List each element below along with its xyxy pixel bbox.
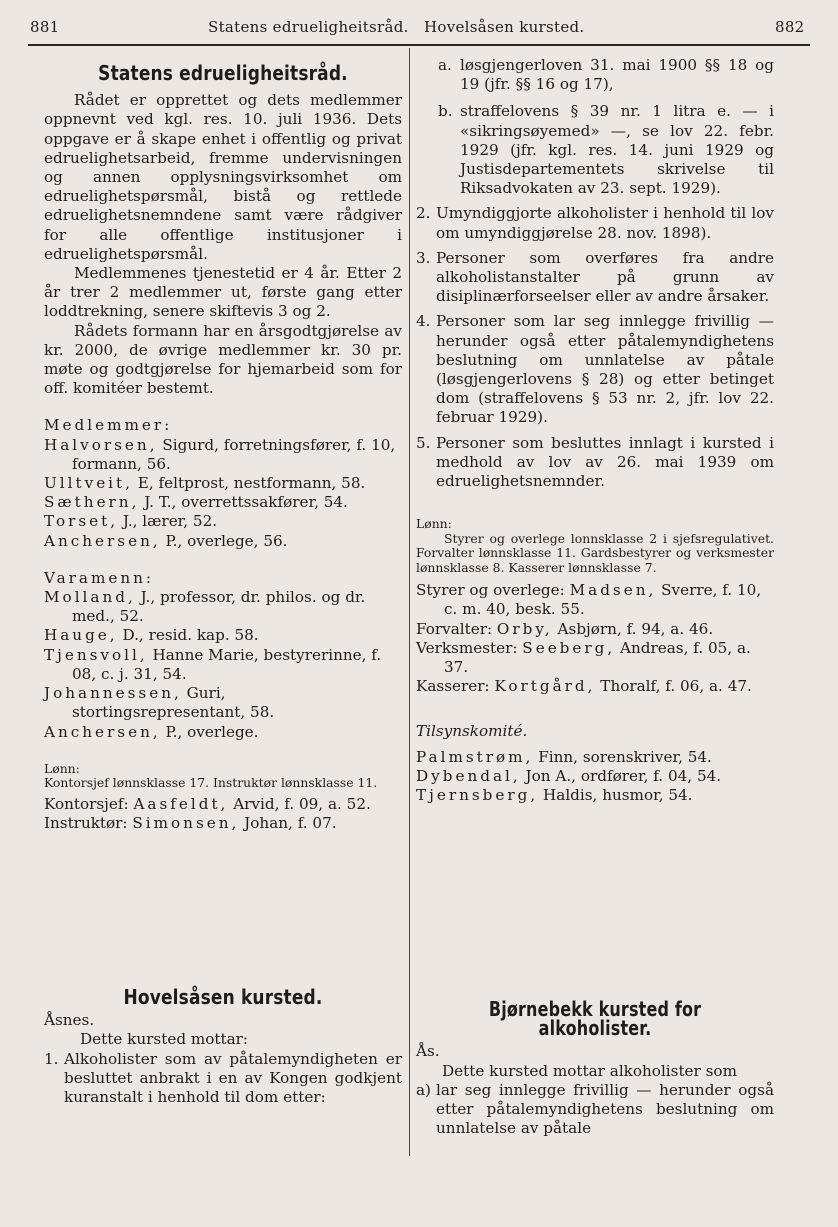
item-text: Alkoholister som av påtalemyndigheten er besluttet anbrakt i en av Kongen godkjent kuranstalt i henhold til dom etter:	[64, 1049, 402, 1107]
staff-name: Seeberg,	[522, 638, 616, 657]
list-item	[416, 434, 774, 492]
deputy-entry: Hauge, D., resid. kap. 58.	[44, 626, 259, 645]
deputy-entry: Tjensvoll, Hanne Marie, bestyrerinne, f. 08, c. j. 31, 54.	[44, 645, 382, 683]
item-number: 2.	[416, 204, 431, 223]
staff-name: Orby,	[496, 619, 553, 638]
intro: Dette kursted mottar alkoholister som	[442, 1061, 737, 1080]
member-name: Ulltveit,	[44, 474, 133, 493]
list-item	[416, 204, 774, 242]
running-title-left: Statens edrueligheitsråd.	[208, 18, 409, 36]
sub-item	[438, 102, 774, 198]
section-hovelsasen-continued	[416, 56, 774, 805]
staff-entry: Styrer og overlege: Madsen, Sverre, f. 10, c. m. 40, besk. 55.	[416, 581, 762, 619]
section-title: Bjørnebekk kursted for alkoholister.	[488, 997, 702, 1041]
list-item	[416, 1081, 774, 1139]
section-statens-edruelighetsrad	[44, 61, 402, 833]
item-text: Personer som lar seg innlegge frivillig — herunder også etter påtalemyndighetens beslutning om unnlatelse av påtale (løsgjengerlovens § 28) og etter betinget dom (straffelovens § 53 nr. 2, jfr. lov 22. februar 1929).	[436, 312, 774, 427]
pay-heading: Lønn:	[44, 760, 80, 776]
member-entry: Sæthern, J. T., overrettssakfører, 54.	[44, 493, 348, 512]
staff-entry: Kasserer: Kortgård, Thoralf, f. 06, a. 47.	[416, 677, 752, 696]
place: Åsnes.	[44, 1011, 95, 1030]
staff-name: Simonsen,	[132, 813, 240, 832]
staff-name: Aasfeldt,	[133, 794, 229, 813]
member-name: Anchersen,	[44, 531, 161, 550]
deputies-list	[44, 588, 402, 742]
member-name: Torset,	[44, 512, 119, 531]
committee-entry: Palmstrøm, Finn, sorenskriver, 54.	[416, 747, 712, 766]
item-text: Personer som besluttes innlagt i kursted i medhold av lov av 26. mai 1939 om edruelighetsnemnder.	[436, 433, 774, 491]
deputy-name: Molland,	[44, 588, 136, 607]
paragraph: Rådets formann har en årsgodtgjørelse av kr. 2000, de øvrige medlemmer kr. 30 pr. møte og godtgjørelse for hjemarbeid som for off. komitéer bestemt.	[44, 321, 402, 398]
intro: Dette kursted mottar:	[80, 1030, 249, 1049]
item-number: b.	[438, 102, 453, 121]
page-number-right: 882	[775, 18, 805, 36]
member-name: Sæthern,	[44, 493, 140, 512]
member-entry: Halvorsen, Sigurd, forretningsfører, f. 10, formann, 56.	[44, 435, 396, 473]
item-number: 5.	[416, 433, 431, 452]
section-hovelsasen-kursted	[44, 985, 402, 1107]
deputy-name: Johannessen,	[44, 684, 182, 703]
section-bjornebekk-kursted	[416, 997, 774, 1138]
section-title: Statens edrueligheitsråd.	[98, 61, 348, 85]
pay-text: Kontorsjef lønnsklasse 17. Instruktør lønnsklasse 11.	[44, 775, 378, 791]
deputy-name: Tjensvoll,	[44, 645, 148, 664]
item-text: Umyndiggjorte alkoholister i henhold til lov om umyndiggjørelse 28. nov. 1898).	[436, 204, 774, 242]
committee-name: Tjernsberg,	[416, 786, 539, 805]
staff-name: Kortgård,	[494, 677, 596, 696]
staff-entry: Kontorsjef: Aasfeldt, Arvid, f. 09, a. 52.	[44, 794, 371, 813]
item-text: løsgjengerloven 31. mai 1900 §§ 18 og 19 (jfr. §§ 16 og 17),	[460, 56, 774, 94]
item-number: a.	[438, 56, 452, 74]
members-list	[44, 436, 402, 551]
item-number: 4.	[416, 312, 431, 331]
place: Ås.	[416, 1042, 440, 1061]
committee-entry: Dybendal, Jon A., ordfører, f. 04, 54.	[416, 766, 722, 785]
paragraph: Medlemmenes tjenestetid er 4 år. Etter 2 år trer 2 medlemmer ut, første gang etter loddtrekning, senere skiftevis 3 og 2.	[44, 264, 402, 321]
member-name: Halvorsen,	[44, 435, 158, 454]
committee-name: Dybendal,	[416, 766, 521, 785]
members-heading: Medlemmer:	[44, 416, 173, 435]
deputy-entry: Anchersen, P., overlege.	[44, 722, 259, 741]
pay-text: Styrer og overlege lonnsklasse 2 i sjefsregulativet. Forvalter lønnsklasse 11. Gardsbestyrer og verksmester lønnsklasse 8. Kasserer lønnsklasse 7.	[416, 530, 774, 575]
item-text: lar seg innlegge frivillig — herunder også etter påtalemyndighetens beslutning om unnlatelse av påtale	[436, 1080, 774, 1138]
deputy-entry: Molland, J., professor, dr. philos. og dr. med., 52.	[44, 588, 366, 626]
item-text: Personer som overføres fra andre alkoholistanstalter på grunn av disiplinærforseelser eller av andre årsaker.	[436, 248, 774, 306]
committee-name: Palmstrøm,	[416, 747, 534, 766]
column-divider	[409, 48, 410, 1156]
staff-entry: Forvalter: Orby, Asbjørn, f. 94, a. 46.	[416, 619, 714, 638]
list-item	[416, 249, 774, 307]
paragraph: Rådet er opprettet og dets medlemmer oppnevnt ved kgl. res. 10. juli 1936. Dets oppgave er å skape enhet i offentlig og privat edruelighetsarbeid, fremme undervisningen og annen opplysningsvirksomhet om edruelighetspørsmål, bistå og rettlede edruelighetsnemndene samt være rådgiver for alle offentlige institusjoner i edruelighetspørsmål.	[44, 91, 402, 263]
member-entry: Ulltveit, E, feltprost, nestformann, 58.	[44, 474, 366, 493]
item-number: 3.	[416, 248, 431, 267]
staff-name: Madsen,	[569, 581, 657, 600]
staff-entry: Instruktør: Simonsen, Johan, f. 07.	[44, 813, 337, 832]
running-title-right: Hovelsåsen kursted.	[424, 18, 585, 36]
deputy-entry: Johannessen, Guri, stortingsrepresentant, 58.	[44, 684, 275, 722]
item-number: a)	[416, 1080, 431, 1099]
item-number: 1.	[44, 1049, 59, 1068]
deputy-name: Anchersen,	[44, 722, 161, 741]
item-text: straffelovens § 39 nr. 1 litra e. — i «sikringsøyemed» —, se lov 22. febr. 1929 (jfr. kgl. res. 14. juni 1929 og Justisdepartementets skrivelse til Riksadvokaten av 23. sept. 1929).	[460, 102, 774, 198]
deputies-heading: Varamenn:	[44, 568, 155, 587]
section-title: Hovelsåsen kursted.	[123, 985, 323, 1009]
deputy-name: Hauge,	[44, 626, 118, 645]
list-item	[416, 312, 774, 427]
staff-entry: Verksmester: Seeberg, Andreas, f. 05, a. 37.	[416, 638, 751, 677]
list-item	[44, 1050, 402, 1108]
page-number-left: 881	[30, 18, 60, 36]
committee-entry: Tjernsberg, Haldis, husmor, 54.	[416, 786, 693, 805]
header-rule	[28, 44, 810, 46]
pay-heading: Lønn:	[416, 516, 452, 532]
member-entry: Torset, J., lærer, 52.	[44, 512, 218, 531]
member-entry: Anchersen, P., overlege, 56.	[44, 531, 288, 550]
sub-item	[438, 56, 774, 94]
committee-heading: Tilsynskomité.	[416, 722, 528, 741]
